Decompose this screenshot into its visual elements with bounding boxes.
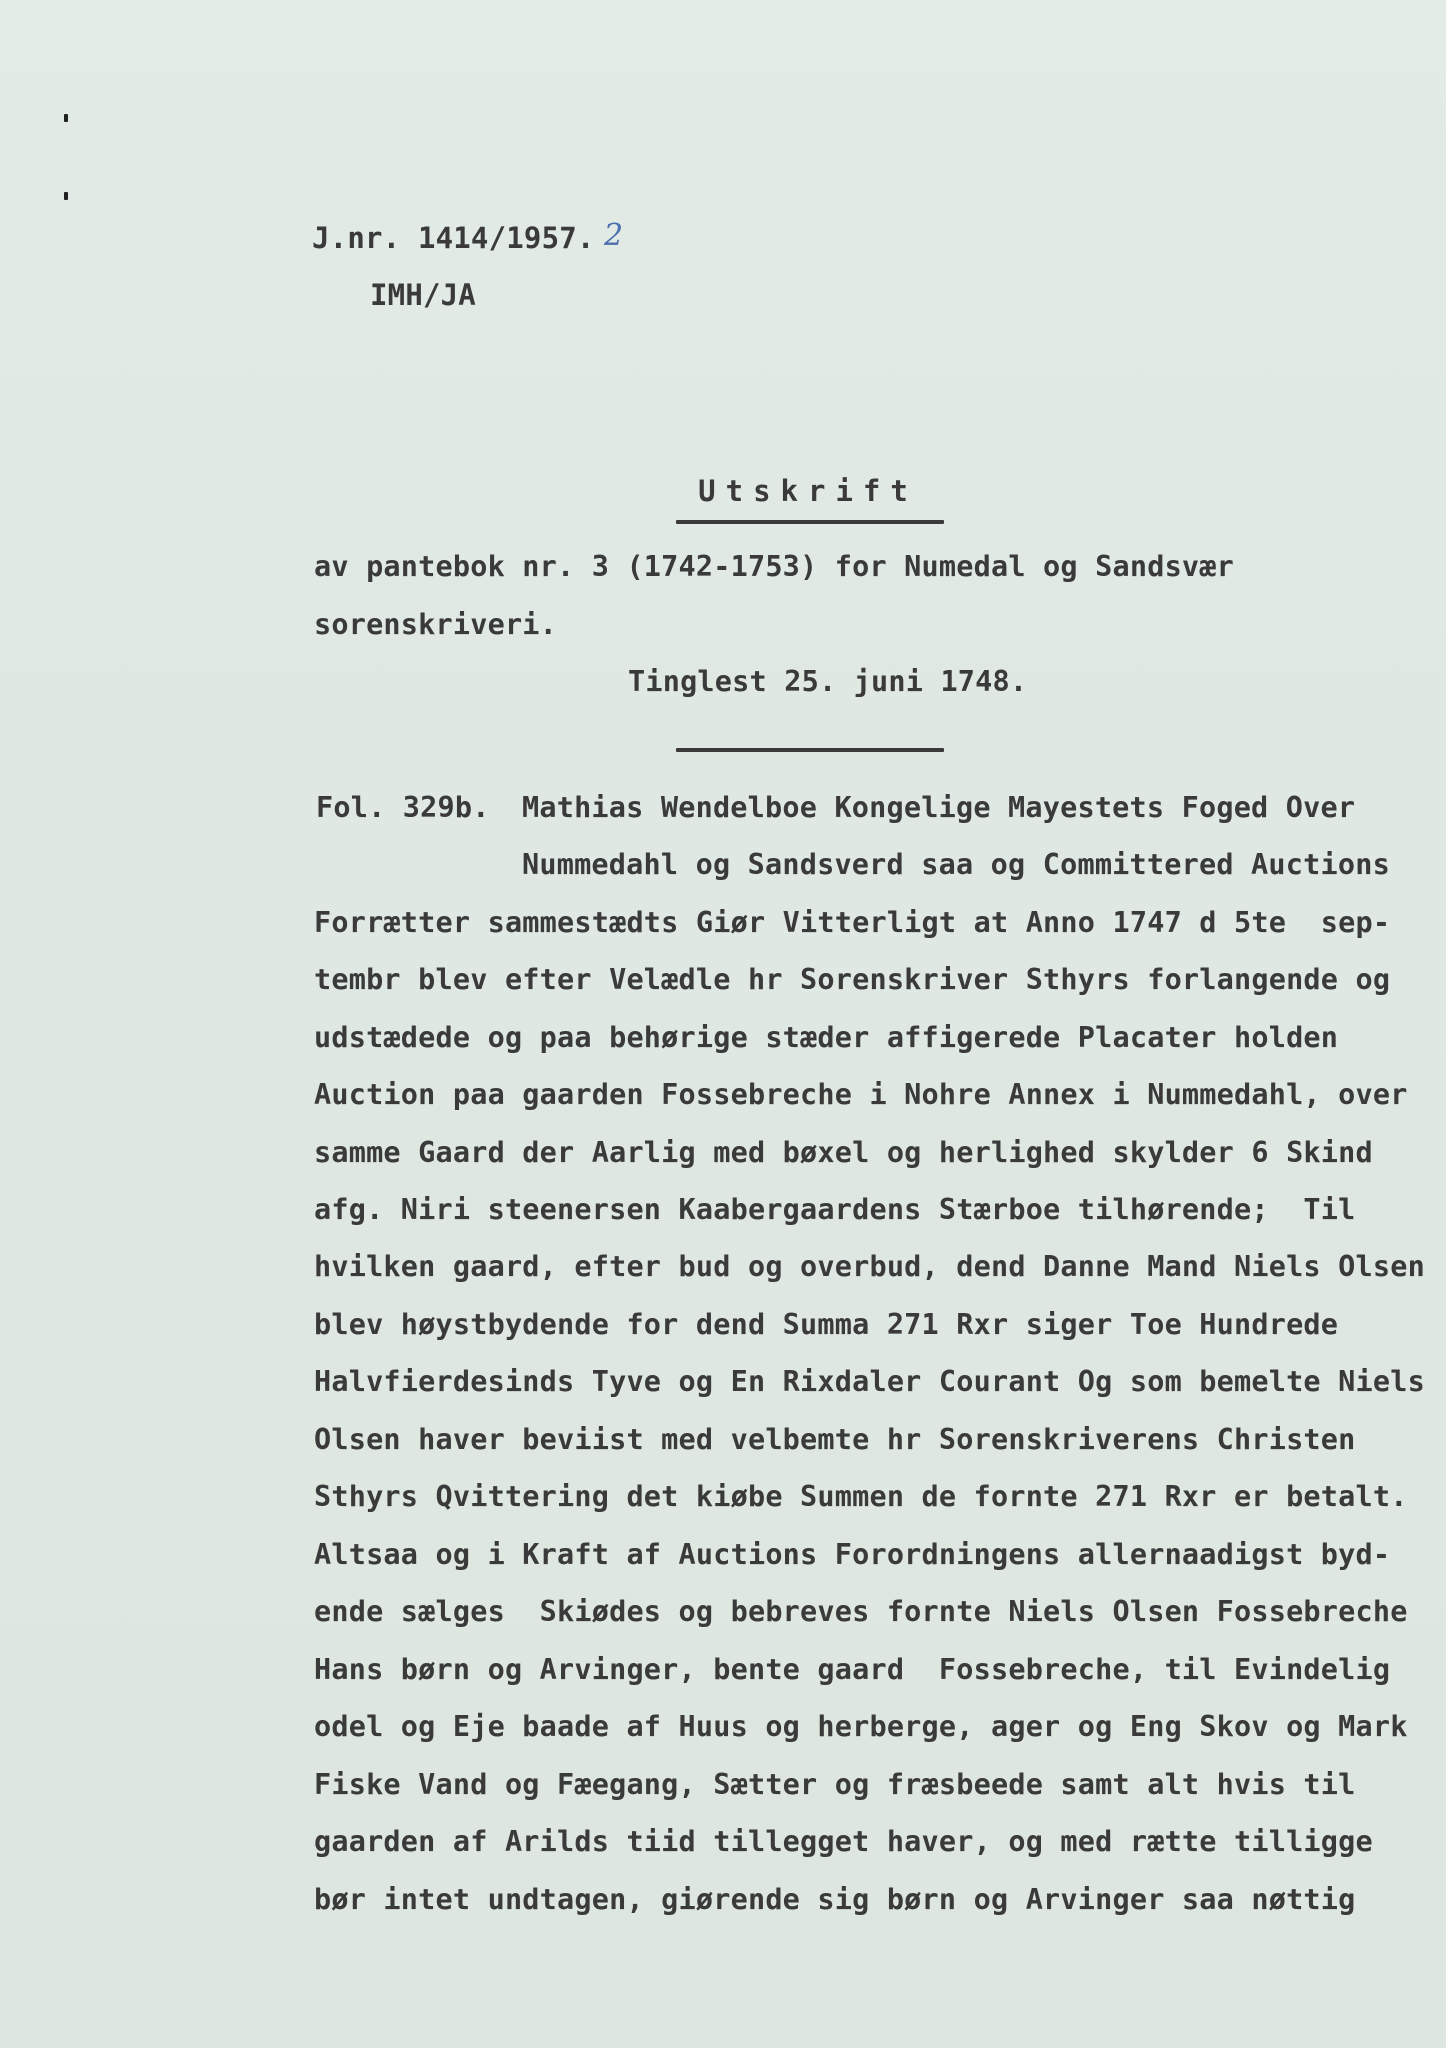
document-title: Utskrift	[698, 474, 918, 508]
body-line-10: blev høystbydende for dend Summa 271 Rxr siger Toe Hundrede	[314, 1308, 1339, 1341]
punch-hole-mark-top	[64, 114, 68, 122]
body-line-8: afg. Niri steenersen Kaabergaardens Stærboe tilhørende; Til	[314, 1193, 1356, 1226]
body-line-6: Auction paa gaarden Fossebreche i Nohre Annex i Nummedahl, over	[314, 1078, 1408, 1111]
body-line-7: samme Gaard der Aarlig med bøxel og herlighed skylder 6 Skind	[314, 1136, 1373, 1169]
body-line-19: gaarden af Arilds tiid tillegget haver, og med rætte tilligge	[314, 1825, 1373, 1858]
body-line-18: Fiske Vand og Fæegang, Sætter og fræsbeede samt alt hvis til	[314, 1768, 1356, 1801]
body-line-16: Hans børn og Arvinger, bente gaard Fossebreche, til Evindelig	[314, 1653, 1391, 1686]
section-divider	[676, 748, 944, 752]
body-line-12: Olsen haver beviist med velbemte hr Sorenskriverens Christen	[314, 1423, 1356, 1456]
registration-date: Tinglest 25. juni 1748.	[628, 665, 1028, 698]
handwritten-note: 2	[604, 218, 624, 253]
body-line-20: bør intet undtagen, giørende sig børn og Arvinger saa nøttig	[314, 1883, 1356, 1916]
body-line-11: Halvfierdesinds Tyve og En Rixdaler Courant Og som bemelte Niels	[314, 1365, 1425, 1398]
body-line-9: hvilken gaard, efter bud og overbud, dend Danne Mand Niels Olsen	[314, 1250, 1425, 1283]
body-line-4: tembr blev efter Velædle hr Sorenskriver Sthyrs forlangende og	[314, 963, 1391, 996]
body-line-15: ende sælges Skiødes og bebreves fornte Niels Olsen Fossebreche	[314, 1595, 1408, 1628]
title-underline	[676, 520, 944, 524]
body-line-3: Forrætter sammestædts Giør Vitterligt at Anno 1747 d 5te sep-	[314, 906, 1391, 939]
journal-number: J.nr. 1414/1957.	[312, 221, 595, 255]
folio-label: Fol. 329b.	[316, 791, 490, 824]
body-line-17: odel og Eje baade af Huus og herberge, ager og Eng Skov og Mark	[314, 1710, 1408, 1743]
body-line-2: Nummedahl og Sandsverd saa og Committered Auctions	[522, 848, 1390, 881]
body-line-13: Sthyrs Qvittering det kiøbe Summen de fornte 271 Rxr er betalt.	[314, 1480, 1408, 1513]
body-line-14: Altsaa og i Kraft af Auctions Forordningens allernaadigst byd-	[314, 1538, 1391, 1571]
body-line-1: Mathias Wendelboe Kongelige Mayestets Foged Over	[522, 791, 1356, 824]
subtitle-line-1: av pantebok nr. 3 (1742-1753) for Numedal og Sandsvær	[314, 550, 1234, 583]
subtitle-line-2: sorenskriveri.	[314, 608, 558, 641]
punch-hole-mark-bottom	[64, 192, 68, 200]
initials: IMH/JA	[370, 278, 476, 312]
body-line-5: udstædede og paa behørige stæder affigerede Placater holden	[314, 1021, 1339, 1054]
